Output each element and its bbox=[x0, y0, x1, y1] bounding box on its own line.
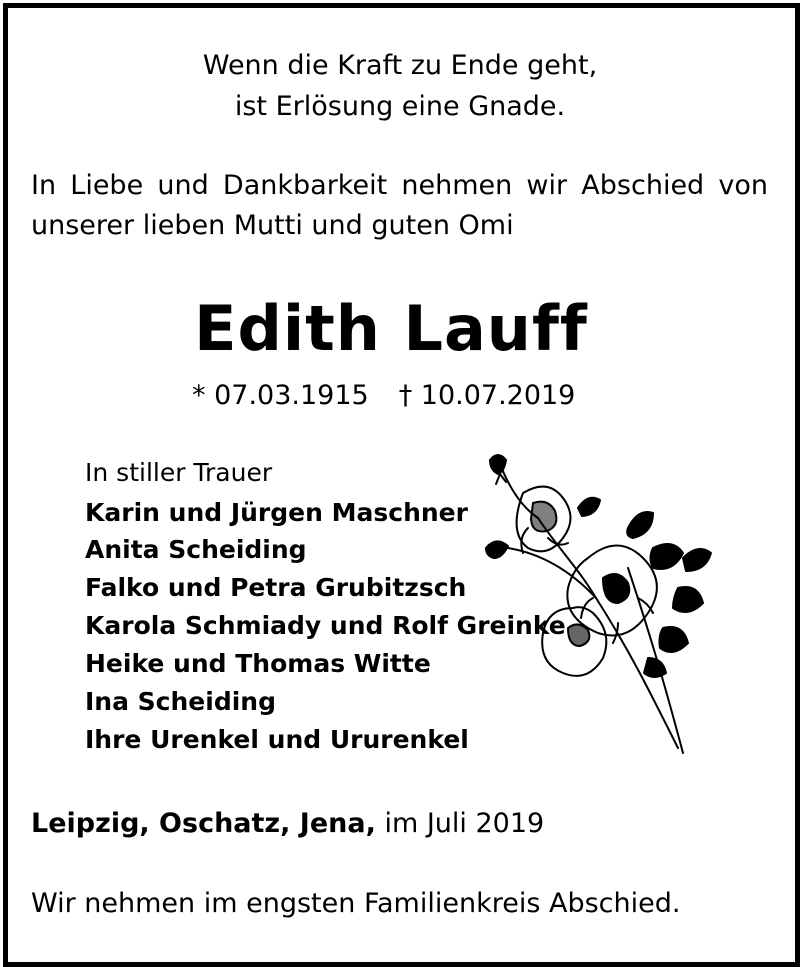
mourner-name: Karin und Jürgen Maschner bbox=[85, 498, 468, 527]
motto-line-2: ist Erlösung eine Gnade. bbox=[234, 91, 566, 122]
birth-date: * 07.03.1915 bbox=[192, 380, 369, 411]
life-dates bbox=[192, 380, 575, 411]
intro-line-2: unserer lieben Mutti und guten Omi bbox=[31, 210, 514, 241]
mourner-name: Karola Schmiady und Rolf Greinke bbox=[85, 611, 566, 640]
deceased-name: Edith Lauff bbox=[194, 292, 588, 365]
mourners-heading: In stiller Trauer bbox=[85, 458, 273, 487]
place-cities: Leipzig, Oschatz, Jena, bbox=[31, 808, 376, 839]
mourner-name: Ina Scheiding bbox=[85, 687, 276, 716]
mourner-name: Ihre Urenkel und Ururenkel bbox=[85, 725, 469, 754]
mourner-name: Anita Scheiding bbox=[85, 535, 307, 564]
motto-line-1: Wenn die Kraft zu Ende geht, bbox=[202, 50, 598, 81]
intro-line-1: In Liebe und Dankbarkeit nehmen wir Abschied von bbox=[31, 170, 768, 201]
place-date: im Juli 2019 bbox=[384, 808, 545, 839]
mourner-name: Falko und Petra Grubitzsch bbox=[85, 573, 467, 602]
rose-branch-icon bbox=[478, 448, 718, 758]
death-date: † 10.07.2019 bbox=[398, 380, 576, 411]
closing-line: Wir nehmen im engsten Familienkreis Abschied. bbox=[31, 888, 681, 919]
mourner-name: Heike und Thomas Witte bbox=[85, 649, 431, 678]
place-and-date bbox=[31, 808, 544, 839]
